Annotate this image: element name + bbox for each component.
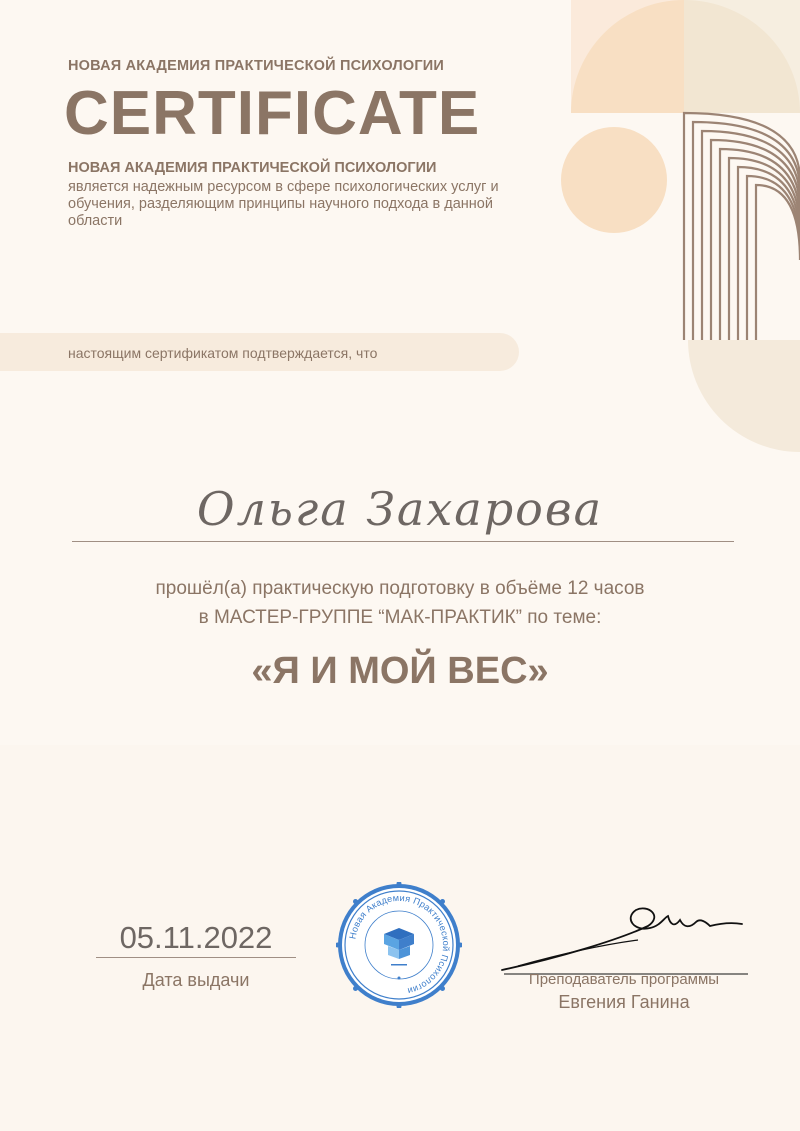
recipient-name: Ольга Захарова	[196, 482, 604, 536]
academy-seal	[336, 882, 462, 1008]
course-line-1: прошёл(а) практическую подготовку в объёме 12 часов	[155, 578, 645, 599]
intro-description: является надежным ресурсом в сфере психологических услуг и обучения, разделяющим принципы научного подхода в данной области	[68, 179, 499, 229]
deco-arc-lines	[684, 113, 800, 340]
course-line-2: в МАСТЕР-ГРУППЕ “МАК-ПРАКТИК” по теме:	[198, 607, 602, 628]
signature-image	[498, 888, 748, 978]
confirmation-text: настоящим сертификатом подтверждается, что	[68, 345, 378, 361]
date-underline	[96, 957, 296, 958]
recipient-underline	[72, 541, 734, 542]
seal-logo-icon	[384, 928, 414, 959]
issue-date-label: Дата выдачи	[142, 970, 250, 990]
signatory-role: Преподаватель программы	[528, 971, 720, 988]
signatory-name: Евгения Ганина	[558, 992, 690, 1012]
header-org-name: НОВАЯ АКАДЕМИЯ ПРАКТИЧЕСКОЙ ПСИХОЛОГИИ	[68, 58, 445, 74]
svg-text:Новая Академия Практической Пс: Новая Академия Практической Психологии	[347, 892, 452, 997]
issue-date: 05.11.2022	[119, 920, 273, 955]
certificate-title: CERTIFICATE	[64, 79, 481, 148]
course-topic: «Я И МОЙ ВЕС»	[251, 650, 549, 692]
deco-circle	[561, 127, 667, 233]
deco-lower-quarter	[688, 340, 800, 452]
intro-org-name: НОВАЯ АКАДЕМИЯ ПРАКТИЧЕСКОЙ ПСИХОЛОГИИ	[68, 160, 437, 176]
